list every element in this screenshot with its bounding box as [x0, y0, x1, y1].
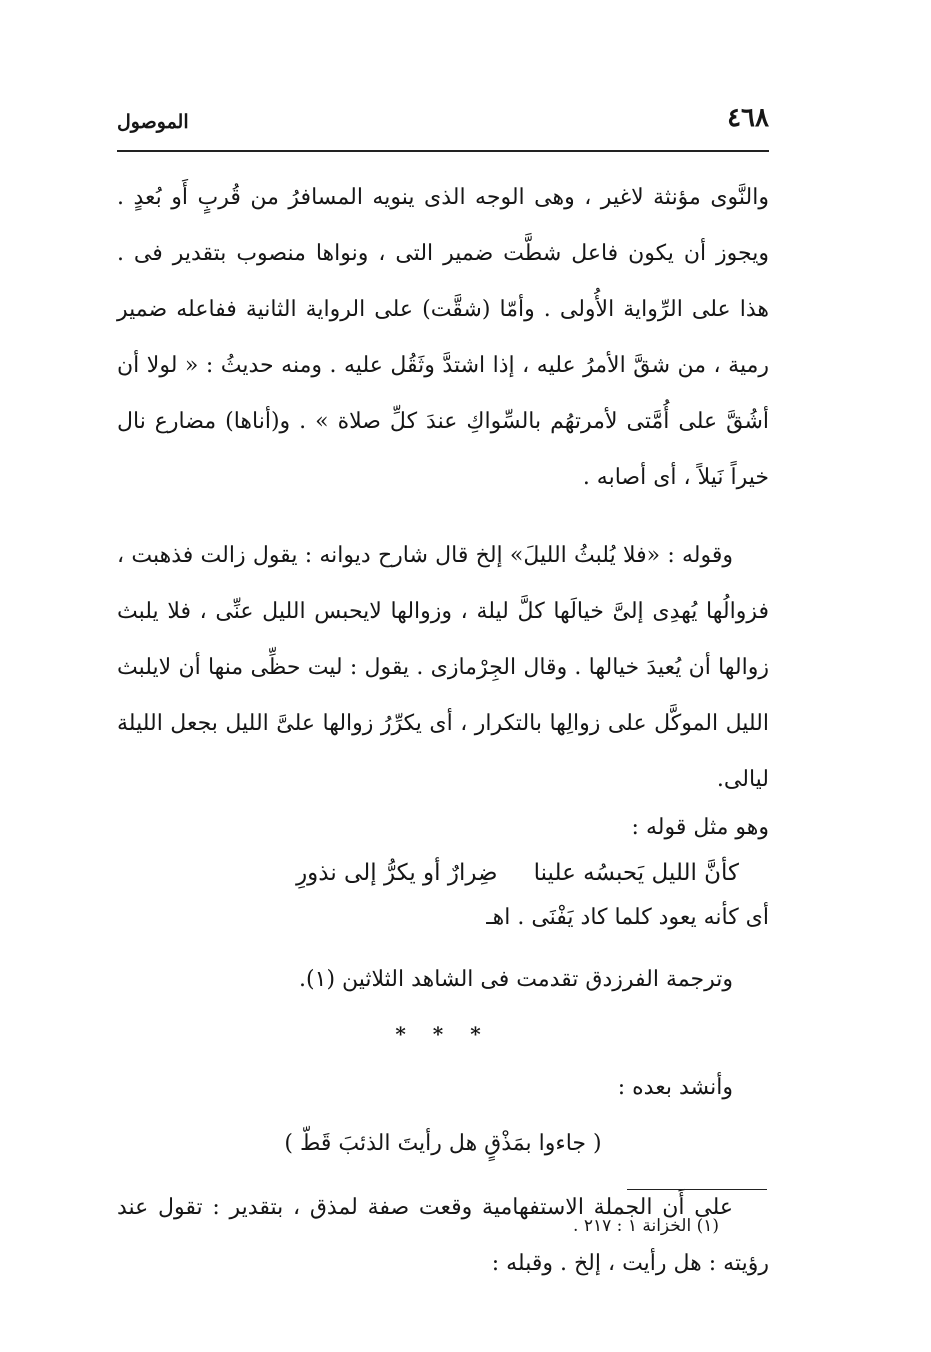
footnote-divider: [627, 1189, 767, 1190]
verse-line: [117, 848, 769, 898]
paragraph: والنَّوى مؤنثة لاغير ، وهى الوجه الذى ينويه المسافرُ من قُربٍ أَو بُعدٍ . ويجوز أن يكون فاعل شطَّت ضمير التى ، ونواها منصوب بتقدير فى . هذا على الرِّواية الأُولى . وأمّا (شقَّت) على الرواية الثانية ففاعله ضمير رمية ، من شقَّ الأمرُ عليه ، إذا اشتدَّ وثَقُل عليه . ومنه حديثُ : « لولا أن أشُقَّ على أُمَّتى لأمرتهُم بالسِّواكِ عندَ كلِّ صلاة » . و(أناها) مضارع نال خيراً نَيلاً ، أى أصابه .: [117, 185, 769, 490]
quoted-verse: ( جاءوا بمَذْقٍ هل رأيتَ الذئبَ قَطّ ): [284, 1131, 602, 1156]
page-header: [117, 103, 769, 139]
header-divider: [117, 150, 769, 152]
paragraph: وقوله : «فلا يُلبثُ الليلَ» إلخ قال شارح ديوانه : يقول زالت فذهبت ، فزوالُها يُهدِى إلىَّ خيالَها كلَّ ليلة ، وزوالها لايحبس الليل عنِّى ، فلا يلبث زوالها أن يُعيدَ خيالها . وقال الجِرْمازى . يقول : ليت حظِّى منها أن لايلبث الليل الموكَّل على زوالِها بالتكرار ، أى يكرِّرُ زوالها علىَّ الليل بجعل الليلة ليالى.: [117, 543, 769, 792]
section-separator: * * *: [395, 1022, 491, 1046]
paragraph: على أَن الجملة الاستفهامية وقعت صفة لمذق ، بتقدير : تقول عند رؤيته : هل رأيت ، إلخ . وقبله :: [117, 1195, 769, 1276]
page-body: [117, 170, 769, 1292]
paragraph: أى كأنه يعود كلما كاد يَفْنَى . اهـ: [486, 905, 769, 930]
paragraph: وأنشد بعده :: [617, 1075, 733, 1100]
footnote: (١) الخزانة ١ : ٢١٧ .: [573, 1216, 719, 1236]
paragraph: وهو مثل قوله :: [631, 815, 769, 840]
verse-hemistich-second: ضِرارٌ أو يكرُّ إلى نذورِ: [296, 860, 498, 886]
running-title: الموصول: [117, 111, 189, 133]
paragraph-gap: [117, 506, 769, 528]
paragraph: وترجمة الفرزدق تقدمت فى الشاهد الثلاثين (١).: [299, 967, 733, 992]
page-number: ٤٦٨: [727, 103, 769, 133]
verse-hemistich-first: كأنَّ الليل يَحبسُه علينا: [533, 860, 739, 886]
